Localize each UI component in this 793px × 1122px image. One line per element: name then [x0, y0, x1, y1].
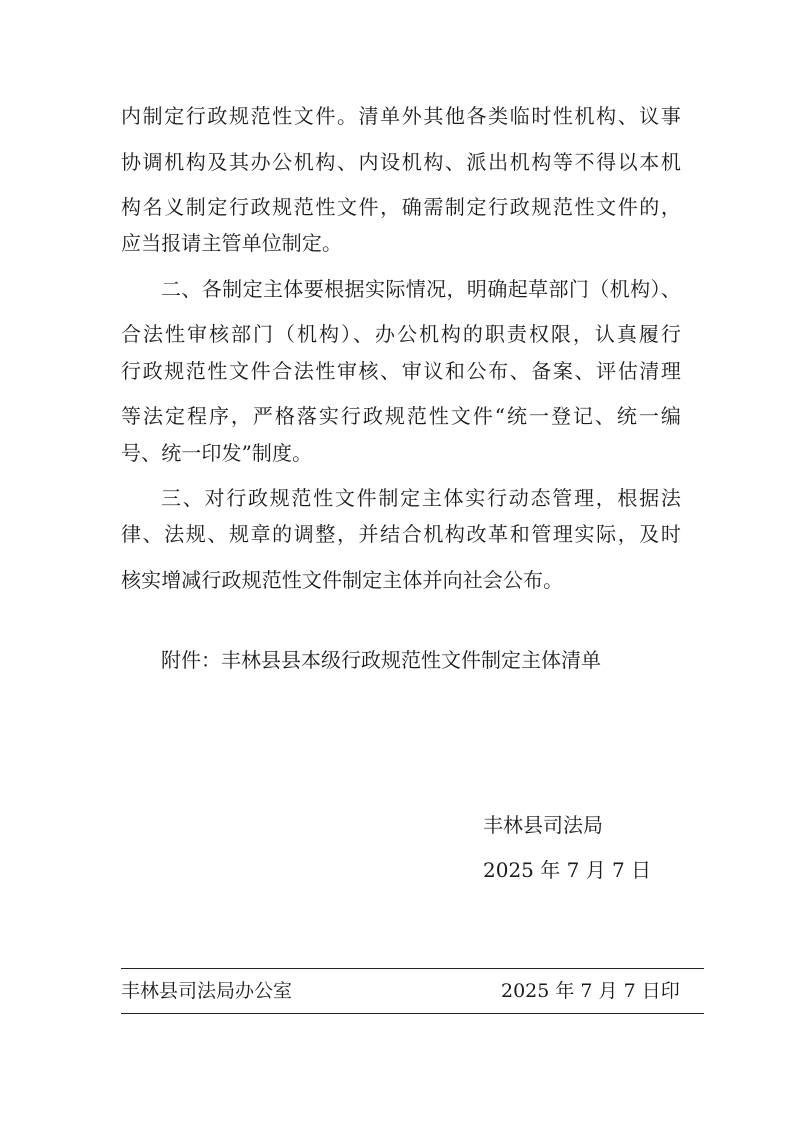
body-line: 核实增减行政规范性文件制定主体并向社会公布。	[121, 568, 564, 592]
signature-date: 2025 年 7 月 7 日	[483, 858, 652, 882]
paragraph-3-first-line: 三、对行政规范性文件制定主体实行动态管理，根据法	[161, 486, 681, 510]
paragraph-2-first-line: 二、各制定主体要根据实际情况，明确起草部门（机构）、	[161, 277, 681, 301]
footer-bottom-rule	[121, 1013, 704, 1014]
body-line: 等法定程序，严格落实行政规范性文件“统一登记、统一编	[121, 404, 681, 428]
footer-issuer: 丰林县司法局办公室	[121, 980, 293, 1002]
body-line: 合法性审核部门（机构）、办公机构的职责权限，认真履行	[121, 322, 681, 346]
footer-top-rule	[121, 968, 704, 969]
body-line: 内制定行政规范性文件。清单外其他各类临时性机构、议事	[121, 104, 681, 128]
body-line: 律、法规、规章的调整，并结合机构改革和管理实际，及时	[121, 522, 681, 546]
attachment-note: 附件：丰林县县本级行政规范性文件制定主体清单	[161, 648, 601, 672]
footer-print-date: 2025 年 7 月 7 日印	[501, 980, 680, 1002]
body-line: 构名义制定行政规范性文件，确需制定行政规范性文件的，	[121, 195, 681, 219]
body-line: 号、统一印发”制度。	[121, 441, 313, 465]
signature-org: 丰林县司法局	[483, 813, 603, 837]
body-line: 协调机构及其办公机构、内设机构、派出机构等不得以本机	[121, 150, 681, 174]
body-line: 行政规范性文件合法性审核、审议和公布、备案、评估清理	[121, 359, 681, 383]
body-line: 应当报请主管单位制定。	[121, 231, 343, 255]
